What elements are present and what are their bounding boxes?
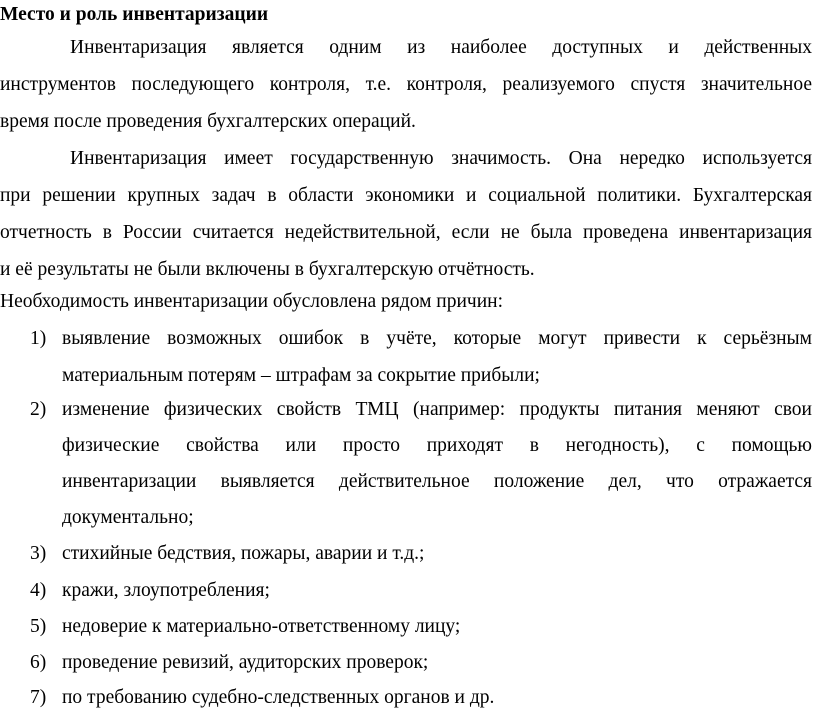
list-number: 1) (30, 328, 47, 349)
paragraph-line: Инвентаризация имеет государственную значимость. Она нередко используется (70, 148, 812, 169)
paragraph-line: время после проведения бухгалтерских операций. (0, 111, 416, 132)
list-item-line: изменение физических свойств ТМЦ (например: продукты питания меняют свои (62, 399, 812, 420)
paragraph-line: и её результаты не были включены в бухгалтерскую отчётность. (0, 259, 535, 280)
list-item-line: кражи, злоупотребления; (62, 580, 270, 601)
list-item-line: выявление возможных ошибок в учёте, которые могут привести к серьёзным (62, 328, 812, 349)
paragraph-line: при решении крупных задач в области экономики и социальной политики. Бухгалтерская (0, 185, 812, 206)
paragraph-line: отчетность в России считается недействительной, если не была проведена инвентаризация (0, 222, 812, 243)
list-item-line: инвентаризации выявляется действительное положение дел, что отражается (62, 471, 812, 492)
list-item-line: физические свойства или просто приходят в негодность), с помощью (62, 435, 812, 456)
list-item-line: недоверие к материально-ответственному лицу; (62, 616, 461, 637)
list-item-line: документально; (62, 507, 194, 528)
list-item-line: материальным потерям – штрафам за сокрытие прибыли; (62, 365, 540, 386)
list-item-line: по требованию судебно-следственных органов и др. (62, 687, 495, 708)
list-item-line: проведение ревизий, аудиторских проверок; (62, 652, 429, 673)
paragraph-line: Инвентаризация является одним из наиболее доступных и действенных (70, 37, 812, 58)
list-number: 7) (30, 687, 47, 708)
list-number: 4) (30, 580, 47, 601)
list-number: 3) (30, 543, 47, 564)
document-title: Место и роль инвентаризации (0, 4, 269, 25)
list-number: 5) (30, 616, 47, 637)
list-item-line: стихийные бедствия, пожары, аварии и т.д.; (62, 543, 425, 564)
list-intro: Необходимость инвентаризации обусловлена рядом причин: (0, 291, 504, 312)
list-number: 6) (30, 652, 47, 673)
list-number: 2) (30, 399, 47, 420)
paragraph-line: инструментов последующего контроля, т.е. контроля, реализуемого спустя значительное (0, 74, 812, 95)
